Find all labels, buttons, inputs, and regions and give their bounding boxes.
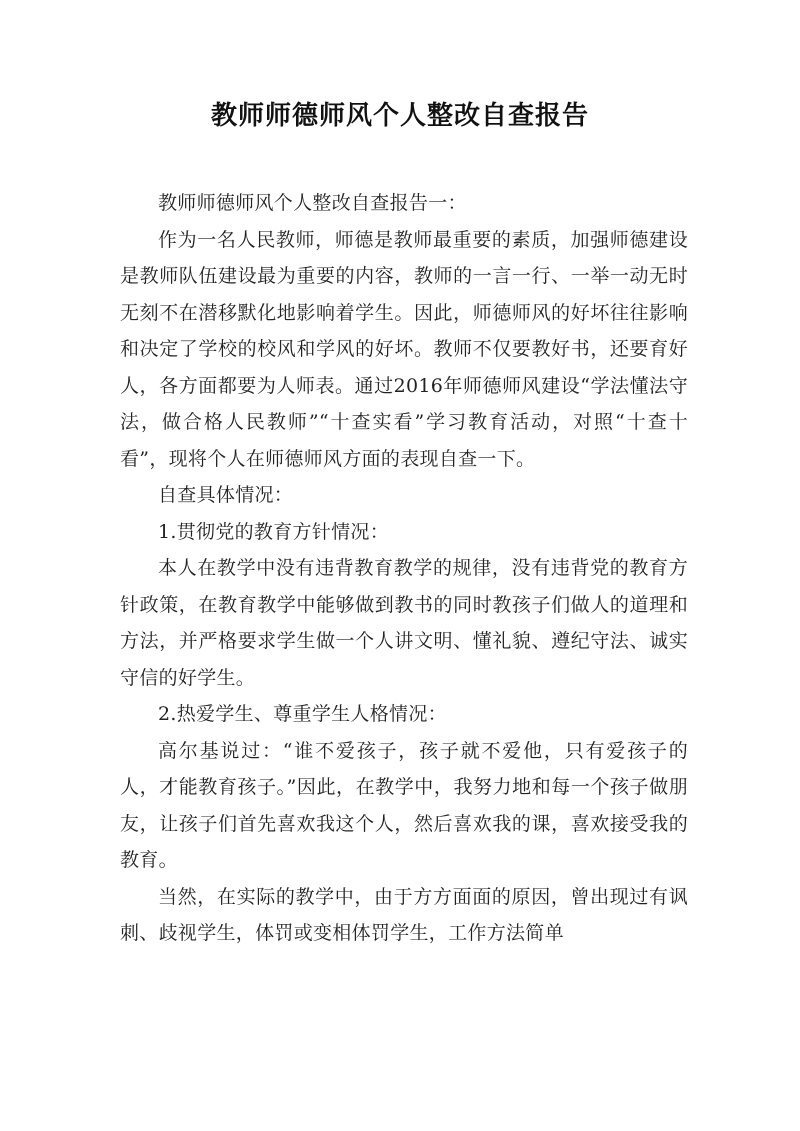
paragraph-intro: 作为一名人民教师，师德是教师最重要的素质，加强师德建设是教师队伍建设最为重要的内容，教师的一言一行、一举一动无时无刻不在潜移默化地影响着学生。因此，师德师风的好坏往往影响和决定了学校的校风和学风的好坏。教师不仅要教好书，还要育好人，各方面都要为人师表。通过2016年师德师风建设“学法懂法守法，做合格人民教师”“十查实看”学习教育活动，对照“十查十看”，现将个人在师德师风方面的表现自查一下。 bbox=[120, 228, 688, 470]
document-body bbox=[120, 185, 688, 952]
paragraph-item-2-heading: 2.热爱学生、尊重学生人格情况： bbox=[158, 703, 447, 725]
document-title: 教师师德师风个人整改自查报告 bbox=[210, 101, 589, 131]
paragraph-item-1-heading: 1.贯彻党的教育方针情况： bbox=[158, 520, 390, 543]
paragraph-section-heading: 教师师德师风个人整改自查报告一： bbox=[158, 192, 467, 214]
paragraph-item-1-body: 本人在教学中没有违背教育教学的规律，没有违背党的教育方针政策，在教育教学中能够做到教书的同时教孩子们做人的道理和方法，并严格要求学生做一个人讲文明、懂礼貌、遵纪守法、诚实守信的好学生。 bbox=[120, 557, 688, 689]
paragraph-item-2-continued: 当然，在实际的教学中，由于方方面面的原因，曾出现过有讽刺、歧视学生，体罚或变相体罚学生，工作方法简单 bbox=[120, 885, 688, 944]
paragraph-item-2-body: 高尔基说过：“谁不爱孩子，孩子就不爱他，只有爱孩子的人，才能教育孩子。”因此，在教学中，我努力地和每一个孩子做朋友，让孩子们首先喜欢我这个人，然后喜欢我的课，喜欢接受我的教育。 bbox=[120, 739, 688, 871]
paragraph-self-check-heading: 自查具体情况： bbox=[158, 484, 294, 506]
